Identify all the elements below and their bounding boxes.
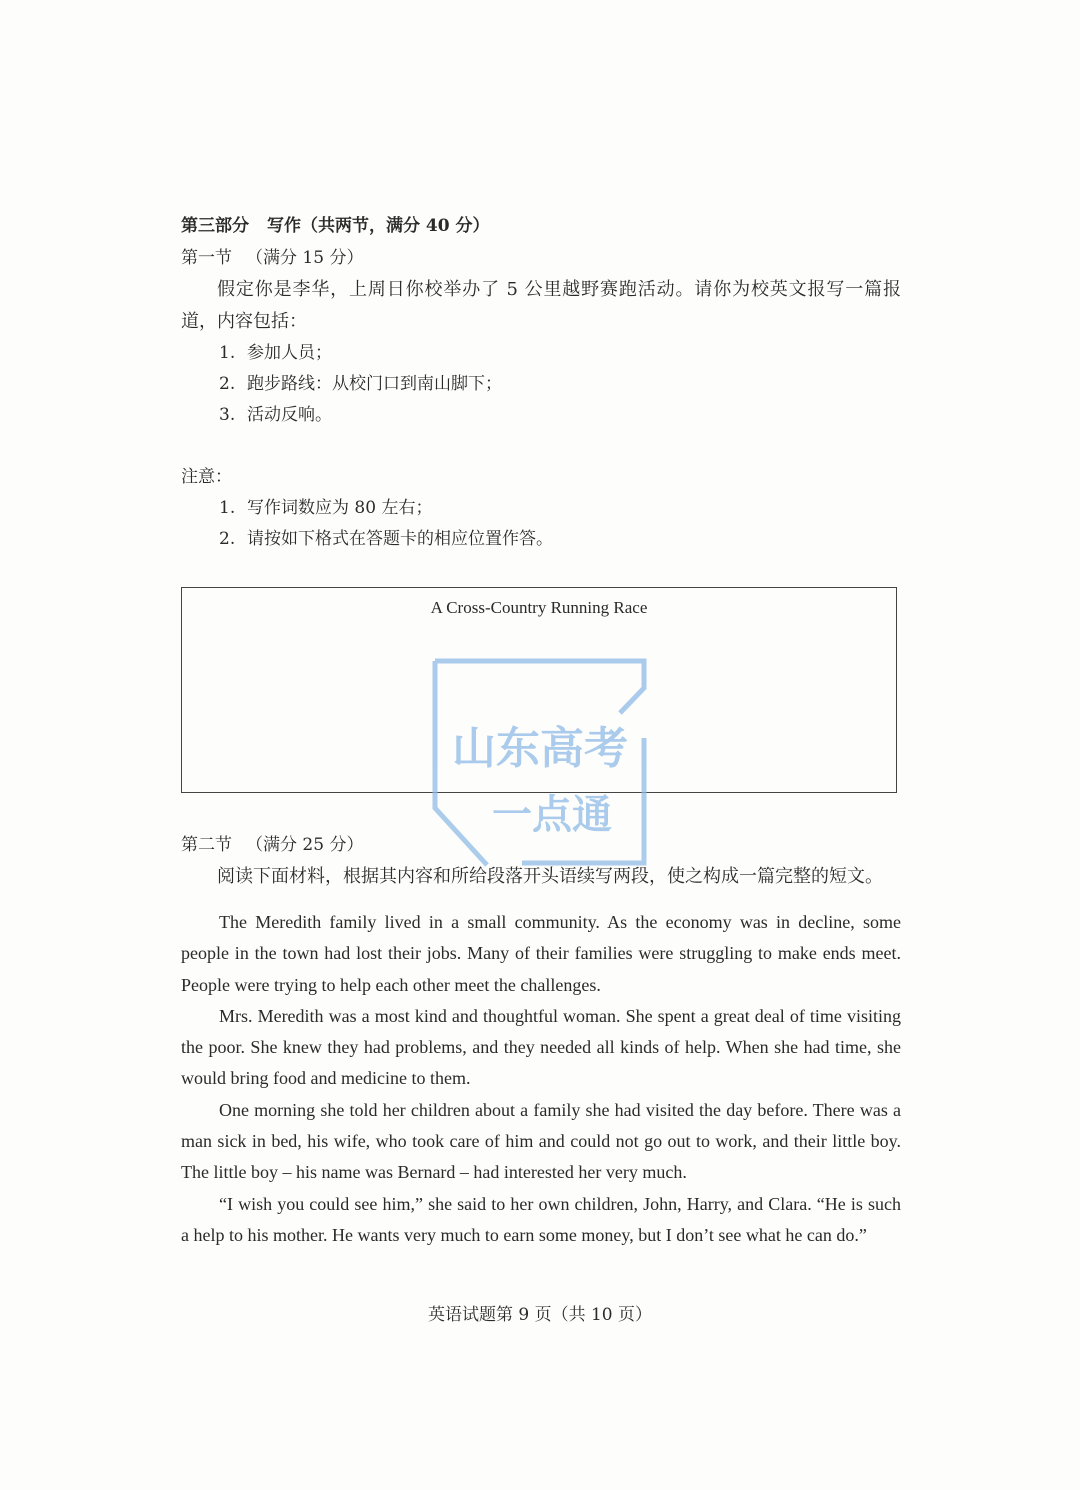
section1-title — [181, 242, 901, 274]
story-paragraph: Mrs. Meredith was a most kind and thoughtful woman. She spent a great deal of time visiting the poor. She knew they had problems, and they needed all kinds of help. When she had time, she would bring food and medicine to them. — [181, 1005, 901, 1089]
note-text: 写作词数应为 80 左右； — [247, 498, 433, 518]
content-item — [181, 338, 901, 369]
watermark-line2: 一点通 — [492, 792, 612, 838]
part-subtitle: 写作（共两节，满分 40 分） — [267, 216, 490, 236]
item-text: 活动反响。 — [247, 405, 332, 425]
item-num: 2. — [219, 374, 236, 394]
writing-section-1 — [181, 210, 901, 555]
story-paragraph: The Meredith family lived in a small community. As the economy was in decline, some people in the town had lost their jobs. Many of their families were struggling to make ends meet. People were trying to help each other meet the challenges. — [181, 912, 901, 995]
section1-label: 第一节 — [181, 248, 232, 268]
content-item — [181, 369, 901, 400]
item-num: 1. — [219, 343, 236, 363]
note-text: 请按如下格式在答题卡的相应位置作答。 — [247, 529, 553, 549]
content-item — [181, 400, 901, 431]
page-footer: 英语试题第 9 页（共 10 页） — [427, 1305, 653, 1325]
note-num: 2. — [219, 529, 236, 549]
answer-box-title: A Cross-Country Running Race — [430, 598, 648, 617]
section1-score: （满分 15 分） — [246, 248, 364, 268]
note-items — [181, 493, 901, 555]
part-title — [181, 210, 901, 242]
part-label: 第三部分 — [181, 216, 249, 236]
story-paragraph: “I wish you could see him,” she said to her own children, John, Harry, and Clara. “He is such a help to his mother. He wants very much to earn some money, but I don’t see what he can do.” — [181, 1193, 901, 1245]
writing-section-2 — [181, 829, 901, 893]
note-num: 1. — [219, 498, 236, 518]
story-paragraph: One morning she told her children about a family she had visited the day before. There was a man sick in bed, his wife, who took care of him and could not go out to work, and their little boy. The little boy – his name was Bernard – had interested her very much. — [181, 1099, 901, 1183]
note-item — [181, 493, 901, 524]
note-label: 注意： — [181, 467, 232, 487]
item-text: 跑步路线：从校门口到南山脚下； — [247, 374, 502, 394]
watermark-line1: 山东高考 — [452, 723, 628, 774]
story-passage — [181, 907, 901, 1251]
item-text: 参加人员； — [247, 343, 332, 363]
section2-title — [181, 829, 901, 861]
section1-prompt: 假定你是李华，上周日你校举办了 5 公里越野赛跑活动。请你为校英文报写一篇报道，内容包括： — [181, 279, 901, 332]
item-num: 3. — [219, 405, 236, 425]
content-items — [181, 338, 901, 431]
section2-label: 第二节 — [181, 835, 232, 855]
section2-prompt: 阅读下面材料，根据其内容和所给段落开头语续写两段，使之构成一篇完整的短文。 — [217, 866, 883, 887]
note-item — [181, 524, 901, 555]
section2-score: （满分 25 分） — [246, 835, 364, 855]
